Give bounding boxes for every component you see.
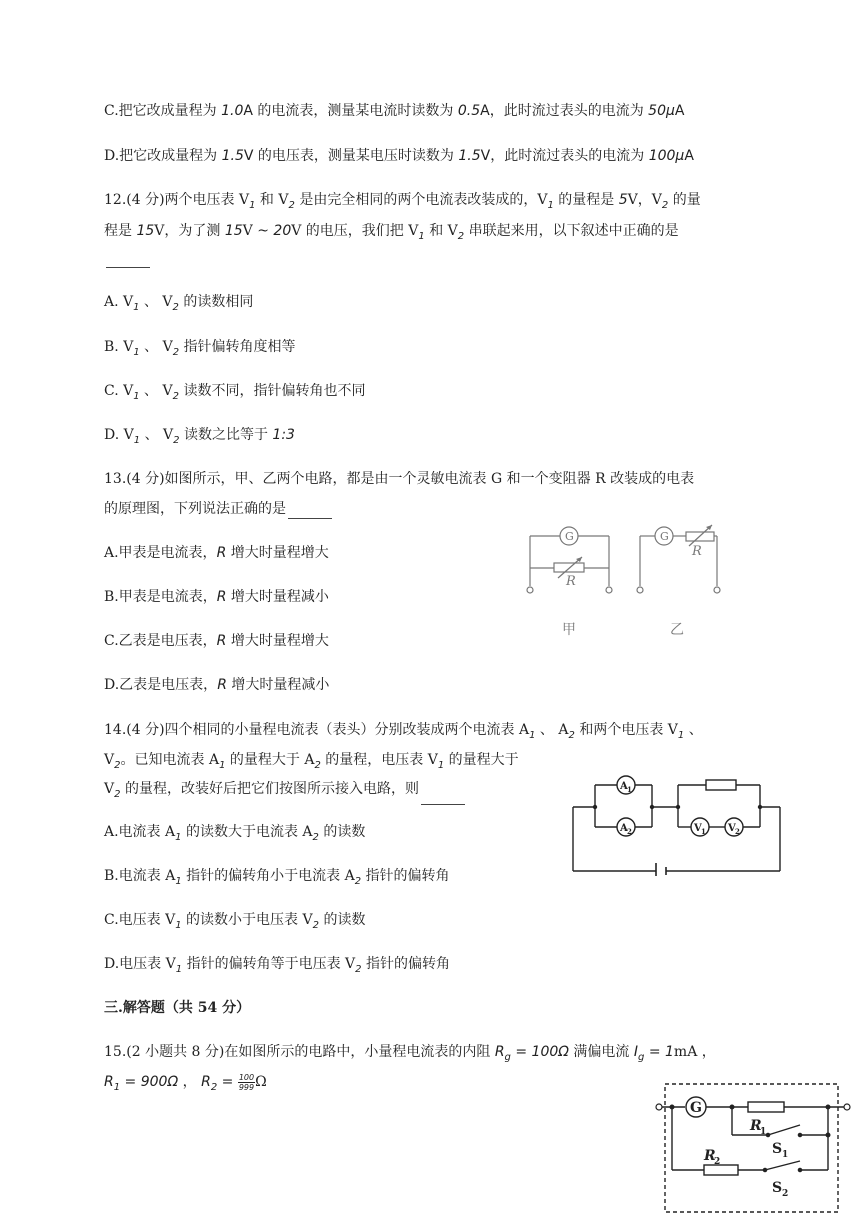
q15-g-label: G [690,1100,702,1116]
q15-circuit-figure [650,1080,856,1216]
q12-option-b: B. $V_1$ 、 $V_2$ 指针偏转角度相等 [104,339,296,358]
q13-caption-yi: 乙 [670,622,684,638]
q13-g-label-jia: G [565,530,574,543]
q14-option-b: B.电流表 $A_1$ 指针的偏转角小于电流表 $A_2$ 指针的偏转角 [104,868,450,887]
q15-stem-line2: $R_1 = 900\Omega$ ， $R_2$ = $\frac{100}{999}$ Ω [104,1072,267,1093]
q14-option-d: D.电压表 $V_1$ 指针的偏转角等于电压表 $V_2$ 指针的偏转角 [104,956,450,975]
q13-r-label-yi: R [692,544,702,559]
q13-g-label-yi: G [660,530,669,543]
svg-text:1: 1 [782,1150,789,1160]
q15-s2-label: S [772,1180,783,1196]
q14-option-a: A.电流表 $A_1$ 的读数大于电流表 $A_2$ 的读数 [104,824,366,843]
q15-r1-label: R [750,1118,762,1134]
svg-text:1: 1 [701,827,706,836]
q15-r2-label: R [704,1148,716,1164]
svg-text:1: 1 [627,785,632,794]
q13-r-label-jia: R [566,574,576,589]
q13-stem-line2: 的原理图，下列说法正确的是 [104,499,332,519]
q14-a1-label: A [620,781,628,792]
q13-stem-line1: 13.(4 分)如图所示，甲、乙两个电路，都是由一个灵敏电流表 G 和一个变阻器 R 改装成的电表 [104,471,695,487]
svg-text:2: 2 [627,827,632,836]
q15-s1-label: S [772,1141,783,1157]
q13-option-b: B.甲表是电流表，R 增大时量程减小 [104,589,329,605]
q15-stem-line1: 15.(2 小题共 8 分)在如图所示的电路中，小量程电流表的内阻 $R_g = 100\Omega$ 满偏电流 $I_g = 1mA$ ， [104,1044,716,1063]
svg-text:2: 2 [714,1157,721,1167]
svg-text:2: 2 [735,827,740,836]
q13-caption-jia: 甲 [562,622,576,638]
q12-stem-line2: 程是 15V，为了测 15V ~ 20V 的电压，我们把 $V_1$ 和 $V_2$ 串联起来用，以下叙述中正确的是 [104,223,679,242]
q14-a2-label: A [620,823,628,834]
q12-option-d: D. $V_1$ 、 $V_2$ 读数之比等于 1:3 [104,427,295,446]
q15-r2-fraction: $\frac{100}{999}$ [238,1072,255,1092]
q13-circuit-figure [520,520,730,645]
q12-option-c: C. $V_1$ 、 $V_2$ 读数不同，指针偏转角也不同 [104,383,366,402]
q12-answer-blank[interactable] [104,248,150,268]
svg-text:2: 2 [782,1189,789,1199]
q11-option-c: C.把它改成量程为 1.0A 的电流表，测量某电流时读数为 0.5A，此时流过表头的电流为 50μA [104,103,685,119]
q14-stem-line1: 14.(4 分)四个相同的小量程电流表（表头）分别改装成两个电流表 $A_1$ 、 $A_2$ 和两个电压表 $V_1$ 、 [104,722,703,741]
q13-option-d: D.乙表是电压表，R 增大时量程减小 [104,677,330,693]
q12-stem-line1: 12.(4 分)两个电压表 $V_1$ 和 $V_2$ 是由完全相同的两个电流表改装成的，$V_1$ 的量程是 5V，$V_2$ 的量 [104,192,701,211]
q14-circuit-figure [568,770,786,876]
q14-stem-line2: $V_2$。已知电流表 $A_1$ 的量程大于 $A_2$ 的量程，电压表 $V_1$ 的量程大于 [104,752,519,771]
q14-v2-label: V [728,823,736,834]
q14-v1-label: V [694,823,702,834]
q11-option-d: D.把它改成量程为 1.5V 的电压表，测量某电压时读数为 1.5V，此时流过表头的电流为 100μA [104,148,694,164]
q13-option-a: A.甲表是电流表，R 增大时量程增大 [104,545,329,561]
section-3-heading: 三.解答题（共 54 分） [104,1000,251,1016]
q13-option-c: C.乙表是电压表，R 增大时量程增大 [104,633,329,649]
q14-stem-line3: $V_2$ 的量程，改装好后把它们按图所示接入电路，则 [104,779,465,805]
svg-text:1: 1 [760,1127,767,1137]
q12-option-a: A. $V_1$ 、 $V_2$ 的读数相同 [104,294,254,313]
q14-option-c: C.电压表 $V_1$ 的读数小于电压表 $V_2$ 的读数 [104,912,366,931]
